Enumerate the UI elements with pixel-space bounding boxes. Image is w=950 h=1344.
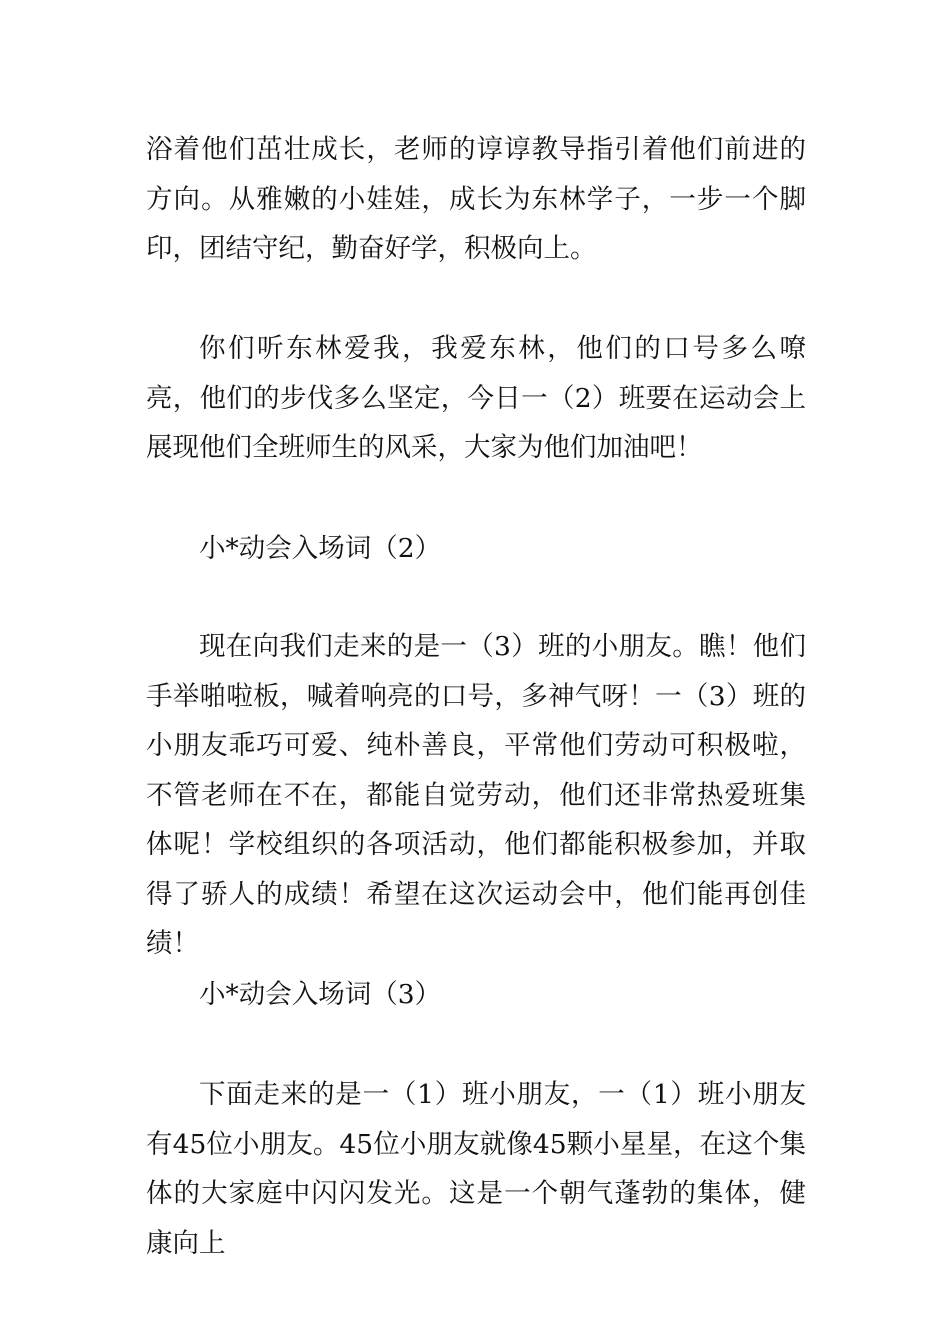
section-heading-3: 小*动会入场词（3）: [199, 979, 442, 1010]
section-heading-2: 小*动会入场词（2）: [199, 533, 442, 564]
paragraph-continuation: 浴着他们茁壮成长，老师的谆谆教导指引着他们前进的方向。从雅嫩的小娃娃，成长为东林学子，一步一个脚印，团结守纪，勤奋好学，积极向上。: [146, 134, 806, 264]
paragraph-class-1: 下面走来的是一（1）班小朋友，一（1）班小朋友有45位小朋友。45位小朋友就像45颗小星星，在这个集体的大家庭中闪闪发光。这是一个朝气蓬勃的集体，健康向上: [146, 1079, 806, 1259]
paragraph-class-3: 现在向我们走来的是一（3）班的小朋友。瞧！他们手举啪啦板，喊着响亮的口号，多神气呀！一（3）班的小朋友乖巧可爱、纯朴善良，平常他们劳动可积极啦，不管老师在不在，都能自觉劳动，他们还非常热爱班集体呢！学校组织的各项活动，他们都能积极参加，并取得了骄人的成绩！希望在这次运动会中，他们能再创佳绩！: [146, 631, 806, 959]
paragraph-class-2: 你们听东林爱我，我爱东林，他们的口号多么嘹亮，他们的步伐多么坚定，今日一（2）班要在运动会上展现他们全班师生的风采，大家为他们加油吧！: [146, 333, 806, 463]
